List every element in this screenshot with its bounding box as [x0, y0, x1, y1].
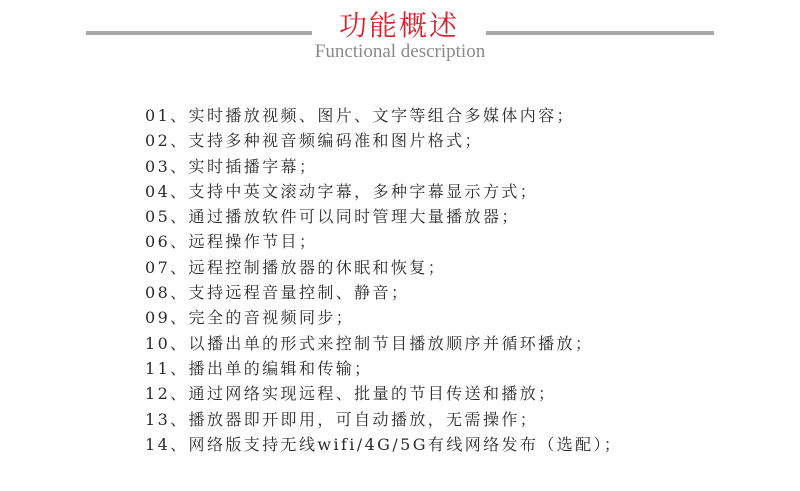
feature-item-03: 03、实时插播字幕； — [145, 156, 318, 176]
feature-item-14: 14、网络版支持无线wifi/4G/5G有线网络发布（选配）； — [145, 434, 623, 454]
feature-item-04: 04、支持中英文滚动字幕，多种字幕显示方式； — [145, 181, 539, 201]
feature-item-05: 05、通过播放软件可以同时管理大量播放器； — [145, 207, 520, 227]
section-header — [0, 0, 800, 70]
section-subtitle: Functional description — [314, 41, 486, 62]
feature-item-01: 01、实时播放视频、图片、文字等组合多媒体内容； — [145, 106, 575, 125]
feature-item-06: 06、远程操作节目； — [145, 232, 318, 252]
feature-item-12: 12、通过网络实现远程、批量的节目传送和播放； — [145, 384, 557, 404]
feature-item-10: 10、以播出单的形式来控制节目播放顺序并循环播放； — [145, 333, 594, 353]
feature-item-02: 02、支持多种视音频编码准和图片格式； — [145, 131, 483, 151]
header-rule-left — [86, 31, 312, 35]
feature-item-11: 11、播出单的编辑和传输； — [145, 358, 373, 378]
section-title: 功能概述 — [338, 9, 459, 42]
feature-item-08: 08、支持远程音量控制、静音； — [145, 283, 410, 303]
feature-item-07: 07、远程控制播放器的休眠和恢复； — [145, 257, 447, 277]
header-rule-right — [486, 31, 714, 35]
feature-item-13: 13、播放器即开即用，可自动播放，无需操作； — [145, 409, 539, 429]
feature-item-09: 09、完全的音视频同步； — [145, 308, 355, 328]
feature-list — [145, 103, 765, 457]
